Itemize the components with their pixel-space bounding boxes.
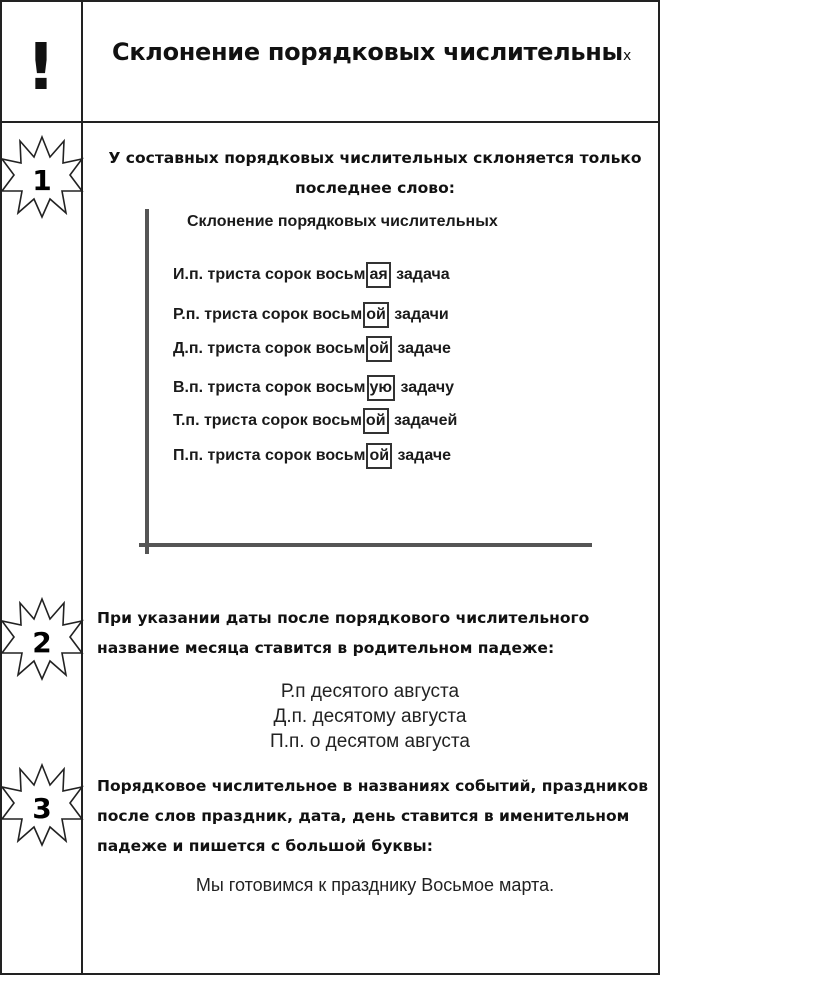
rule-2-text: При указании даты после порядкового числительного название месяца ставится в родительном падеже:: [97, 609, 590, 657]
badge-number: 3: [32, 792, 52, 825]
star-badge-3: [0, 763, 84, 847]
header-divider: [0, 121, 660, 123]
star-icon: [0, 597, 84, 681]
ending-box: ую: [367, 375, 396, 401]
star-badge-2: [0, 597, 84, 681]
star-badge-1: [0, 135, 84, 219]
date-example: П.п. о десятом августа: [270, 731, 470, 752]
date-example: Р.п десятого августа: [280, 681, 460, 702]
declension-row: В.п. триста сорок восьм ую задачу: [173, 375, 454, 401]
declension-row: Т.п. триста сорок восьм ой задачей: [173, 408, 457, 434]
page-title: Склонение порядковых числительных: [112, 38, 631, 66]
rule-1-text: У составных порядковых числительных склоняется только последнее слово:: [108, 149, 642, 197]
ending-box: ой: [366, 336, 392, 362]
holiday-example: Мы готовимся к празднику Восьмое марта.: [195, 875, 555, 895]
diagram-horizontal-axis: [139, 543, 592, 547]
declension-row: Д.п. триста сорок восьм ой задаче: [173, 336, 451, 362]
exclamation-marker: !: [26, 31, 56, 105]
ending-box: ой: [363, 302, 389, 328]
star-icon: [0, 763, 84, 847]
diagram-vertical-axis: [145, 209, 149, 554]
declension-row: П.п. триста сорок восьм ой задаче: [173, 443, 451, 469]
ending-box: ой: [366, 443, 392, 469]
declension-row: И.п. триста сорок восьм ая задача: [173, 262, 450, 288]
rule-3-text: Порядковое числительное в названиях событий, праздников после слов праздник, дата, день ставится в именительном падеже и пишется с большой буквы:: [97, 777, 649, 855]
date-example: Д.п. десятому августа: [273, 706, 467, 727]
declension-row: Р.п. триста сорок восьм ой задачи: [173, 302, 449, 328]
star-icon: [0, 135, 84, 219]
badge-number: 1: [32, 164, 52, 197]
badge-number: 2: [32, 626, 52, 659]
ending-box: ой: [363, 408, 389, 434]
ending-box: ая: [366, 262, 390, 288]
declension-title: Склонение порядковых числительных: [187, 213, 498, 230]
